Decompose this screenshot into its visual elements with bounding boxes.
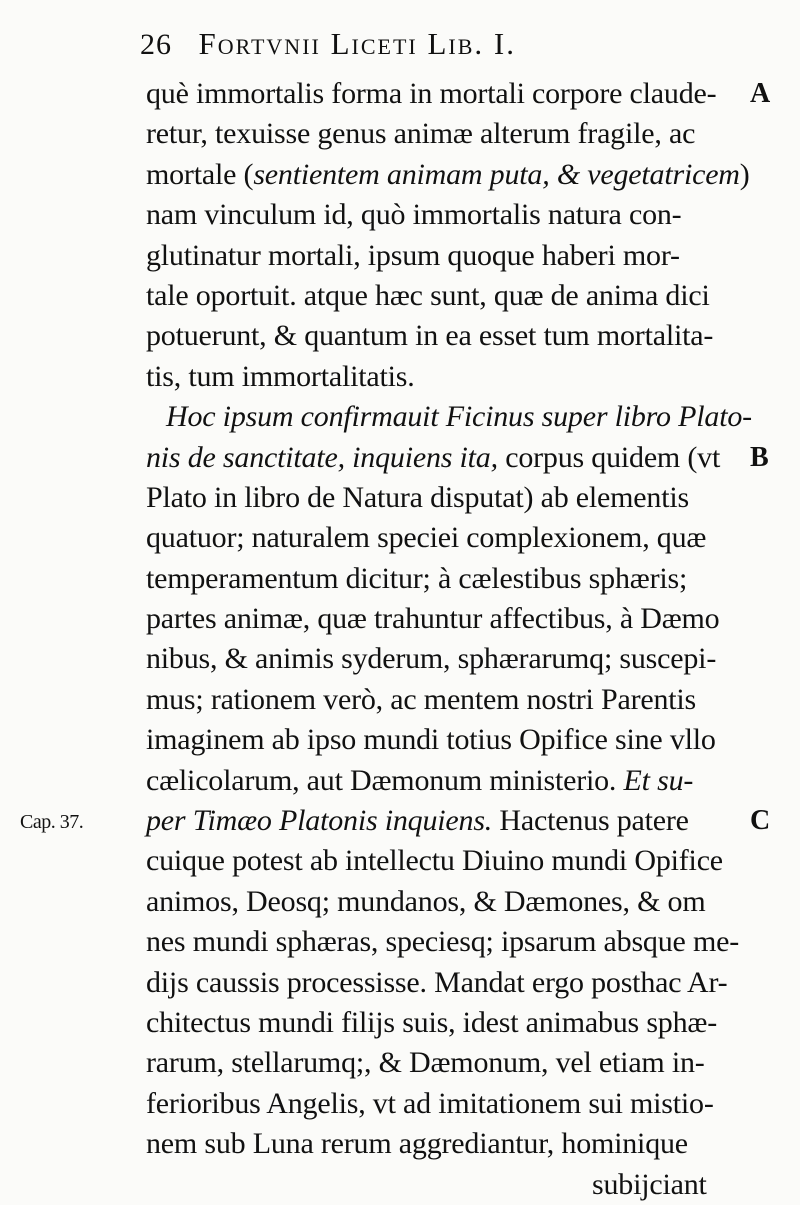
text-segment: imaginem ab ipso mundi totius Opifice sine vllo bbox=[146, 723, 716, 757]
text-segment: tis, tum immortalitatis. bbox=[146, 359, 415, 393]
margin-section-letter: A bbox=[750, 78, 771, 109]
text-line bbox=[146, 276, 746, 316]
text-segment: nibus, & animis syderum, sphærarumq; suscepi- bbox=[146, 642, 717, 676]
text-segment: chitectus mundi filijs suis, idest animabus sphæ- bbox=[146, 1005, 717, 1039]
text-segment: partes animæ, quæ trahuntur affectibus, à Dæmo bbox=[146, 602, 720, 636]
page-number: 26 bbox=[140, 28, 172, 61]
running-header bbox=[140, 26, 660, 62]
text-line bbox=[146, 316, 746, 356]
text-line bbox=[146, 599, 746, 639]
text-segment: mortale ( bbox=[146, 157, 254, 191]
text-segment: nem sub Luna rerum aggrediantur, hominique bbox=[146, 1127, 688, 1161]
text-line bbox=[146, 1124, 746, 1164]
text-segment: animos, Deosq; mundanos, & Dæmones, & om bbox=[146, 884, 706, 918]
text-segment: Hactenus patere bbox=[492, 804, 689, 838]
text-line bbox=[146, 195, 746, 235]
body-text bbox=[146, 74, 752, 1205]
text-line bbox=[146, 236, 746, 276]
text-line bbox=[146, 518, 746, 558]
text-segment: Plato in libro de Natura disputat) ab elementis bbox=[146, 480, 689, 514]
text-segment: nam vinculum id, quò immortalis natura con- bbox=[146, 198, 682, 232]
text-line bbox=[146, 680, 746, 720]
text-line bbox=[146, 639, 746, 679]
text-segment: dijs caussis processisse. Mandat ergo posthac Ar- bbox=[146, 965, 728, 999]
text-segment: què immortalis forma in mortali corpore claude- bbox=[146, 77, 717, 110]
text-line bbox=[146, 1043, 746, 1083]
text-line bbox=[146, 882, 746, 922]
italic-segment: per Timæo Platonis inquiens. bbox=[146, 804, 493, 838]
text-line bbox=[146, 1084, 746, 1124]
text-segment: ) bbox=[739, 157, 750, 191]
margin-section-letter: B bbox=[750, 441, 769, 473]
italic-segment: Et su- bbox=[623, 763, 694, 797]
text-segment: glutinatur mortali, ipsum quoque haberi mor- bbox=[146, 238, 680, 272]
text-segment: quatuor; naturalem speciei complexionem, quæ bbox=[146, 521, 707, 555]
text-line bbox=[146, 963, 746, 1003]
margin-chapter-note: Cap. 37. bbox=[20, 811, 84, 834]
text-line bbox=[146, 801, 746, 841]
text-line bbox=[146, 438, 746, 478]
text-line bbox=[146, 922, 746, 962]
running-title: Fortvnii Liceti Lib. I. bbox=[198, 26, 516, 61]
text-line bbox=[146, 559, 746, 599]
text-segment: mus; rationem verò, ac mentem nostri Parentis bbox=[146, 682, 697, 716]
text-line bbox=[146, 761, 746, 801]
text-segment: rarum, stellarumq;, & Dæmonum, vel etiam in- bbox=[146, 1046, 705, 1080]
text-line bbox=[146, 720, 746, 760]
text-line bbox=[146, 1165, 746, 1205]
text-line bbox=[146, 397, 752, 437]
text-segment: nes mundi sphæras, speciesq; ipsarum absque me- bbox=[146, 925, 739, 959]
italic-segment: sentientem animam puta, & vegetatricem bbox=[253, 157, 740, 191]
text-segment: subijciant bbox=[592, 1167, 707, 1201]
text-segment: tale oportuit. atque hæc sunt, quæ de anima dici bbox=[146, 278, 710, 312]
text-line bbox=[146, 357, 746, 397]
text-segment: ferioribus Angelis, vt ad imitationem sui mistio- bbox=[146, 1086, 714, 1120]
text-segment: cuique potest ab intellectu Diuino mundi Opifice bbox=[146, 844, 723, 878]
margin-section-letter: C bbox=[750, 805, 771, 837]
text-segment: corpus quidem (vt bbox=[497, 440, 721, 474]
text-line bbox=[146, 478, 746, 518]
text-segment: potuerunt, & quantum in ea esset tum mortalita- bbox=[146, 319, 714, 353]
text-line bbox=[146, 1003, 746, 1043]
text-segment: temperamentum dicitur; à cælestibus sphæris; bbox=[146, 561, 688, 595]
italic-segment: Hoc ipsum confirmauit Ficinus super libro Plato- bbox=[166, 400, 752, 434]
text-line bbox=[146, 114, 746, 154]
text-line bbox=[146, 74, 746, 114]
text-segment: retur, texuisse genus animæ alterum fragile, ac bbox=[146, 117, 696, 151]
text-segment: cælicolarum, aut Dæmonum ministerio. bbox=[146, 763, 624, 797]
text-line bbox=[146, 155, 750, 195]
text-line bbox=[146, 841, 746, 881]
italic-segment: nis de sanctitate, inquiens ita, bbox=[146, 440, 498, 474]
